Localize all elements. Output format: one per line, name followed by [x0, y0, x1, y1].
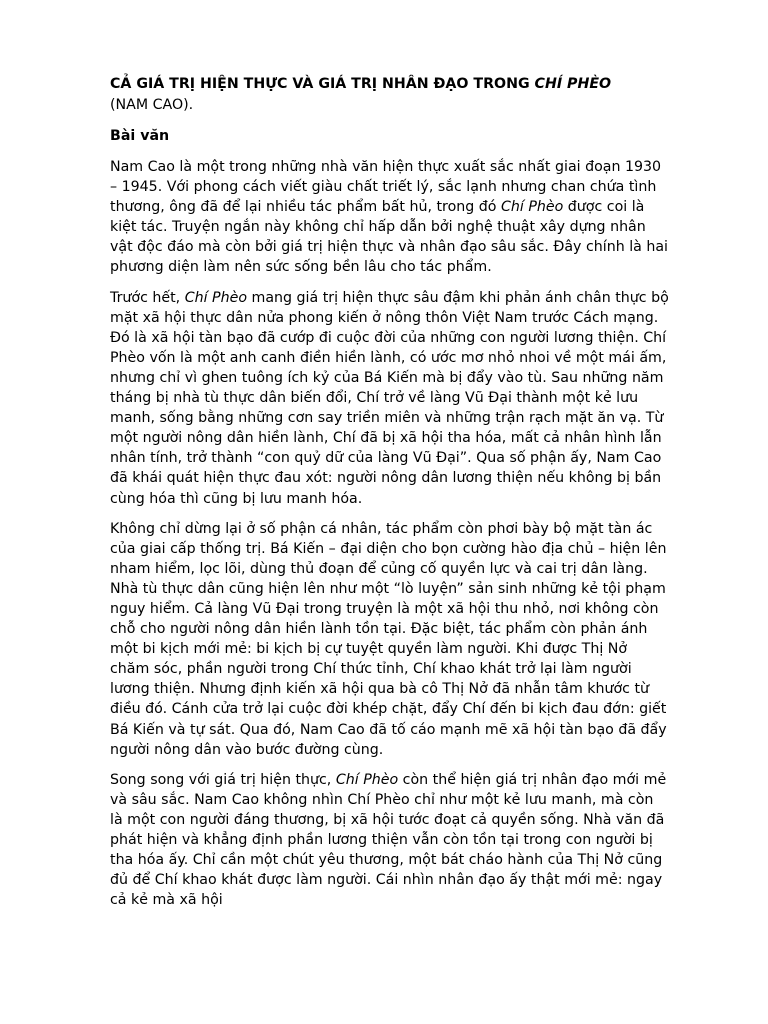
- title-work: CHÍ PHÈO: [534, 76, 612, 92]
- work-title-italic: Chí Phèo: [335, 771, 399, 788]
- document-subtitle: (NAM CAO).: [110, 97, 194, 113]
- document-title: [110, 74, 670, 95]
- title-main: CẢ GIÁ TRỊ HIỆN THỰC VÀ GIÁ TRỊ NHÂN ĐẠO TRONG: [110, 76, 535, 92]
- paragraph-text: Nam Cao là một trong những nhà văn hiện thực xuất sắc nhất giai đoạn 1930 – 1945. Với phong cách viết giàu chất triết lý, sắc lạnh nhưng chan chứa tình thương, ông đã để lại nhiều tác phẩm bất hủ, trong đó: [110, 159, 662, 216]
- paragraph-text: Không chỉ dừng lại ở số phận cá nhân, tác phẩm còn phơi bày bộ mặt tàn ác của giai cấp thống trị. Bá Kiến – đại diện cho bọn cường hào địa chủ – hiện lên nham hiểm, lọc lõi, dùng thủ đoạn để củng cố quyền lực và cai trị dân làng. Nhà tù thực dân cũng hiện lên như một “lò luyện” sản sinh những kẻ tội phạm nguy hiểm. Cả làng Vũ Đại trong truyện là một xã hội thu nhỏ, nơi không còn chỗ cho người nông dân hiền lành tồn tại. Đặc biệt, tác phẩm còn phản ánh một bi kịch mới mẻ: bi kịch bị cự tuyệt quyền làm người. Khi được Thị Nở chăm sóc, phần người trong Chí thức tỉnh, Chí khao khát trở lại làm người lương thiện. Nhưng định kiến xã hội qua bà cô Thị Nở đã nhẫn tâm khước từ điều đó. Cánh cửa trở lại cuộc đời khép chặt, đẩy Chí đến bi kịch đau đớn: giết Bá Kiến và tự sát. Qua đó, Nam Cao đã tố cáo mạnh mẽ xã hội tàn bạo đã đẩy người nông dân vào bước đường cùng.: [110, 520, 667, 758]
- paragraph-text: mang giá trị hiện thực sâu đậm khi phản ánh chân thực bộ mặt xã hội thực dân nửa phong kiến ở nông thôn Việt Nam trước Cách mạng. Đó là xã hội tàn bạo đã cướp đi cuộc đời của những con người lương thiện. Chí Phèo vốn là một anh canh điền hiền lành, có ước mơ nhỏ nhoi về một mái ấm, nhưng chỉ vì ghen tuông ích kỷ của Bá Kiến mà bị đẩy vào tù. Sau những năm tháng bị nhà tù thực dân biến đổi, Chí trở về làng Vũ Đại thành một kẻ lưu manh, sống bằng những cơn say triền miên và những trận rạch mặt ăn vạ. Từ một người nông dân hiền lành, Chí đã bị xã hội tha hóa, mất cả nhân hình lẫn nhân tính, trở thành “con quỷ dữ của làng Vũ Đại”. Qua số phận ấy, Nam Cao đã khái quát hiện thực đau xót: người nông dân lương thiện nếu không bị bần cùng hóa thì cũng bị lưu manh hóa.: [110, 289, 669, 507]
- paragraph-4: [110, 770, 670, 911]
- paragraph-3: [110, 519, 670, 760]
- section-heading: Bài văn: [110, 128, 170, 144]
- document-content: [110, 74, 670, 920]
- paragraph-text: còn thể hiện giá trị nhân đạo mới mẻ và sâu sắc. Nam Cao không nhìn Chí Phèo chỉ như một kẻ lưu manh, mà còn là một con người đáng thương, bị xã hội tước đoạt cả quyền sống. Nhà văn đã phát hiện và khẳng định phần lương thiện vẫn còn tồn tại trong con người bị tha hóa ấy. Chỉ cần một chút yêu thương, một bát cháo hành của Thị Nở cũng đủ để Chí khao khát được làm người. Cái nhìn nhân đạo ấy thật mới mẻ: ngay cả kẻ mà xã hội: [110, 771, 667, 909]
- work-title-italic: Chí Phèo: [184, 289, 248, 306]
- work-title-italic: Chí Phèo: [500, 199, 564, 216]
- paragraph-text: Trước hết,: [110, 289, 185, 306]
- paragraph-1: [110, 157, 670, 278]
- paragraph-text: Song song với giá trị hiện thực,: [110, 771, 336, 788]
- paragraph-text: được coi là kiệt tác. Truyện ngắn này không chỉ hấp dẫn bởi nghệ thuật xây dựng nhân vật độc đáo mà còn bởi giá trị hiện thực và nhân đạo sâu sắc. Đây chính là hai phương diện làm nên sức sống bền lâu cho tác phẩm.: [110, 199, 668, 276]
- paragraph-2: [110, 288, 670, 509]
